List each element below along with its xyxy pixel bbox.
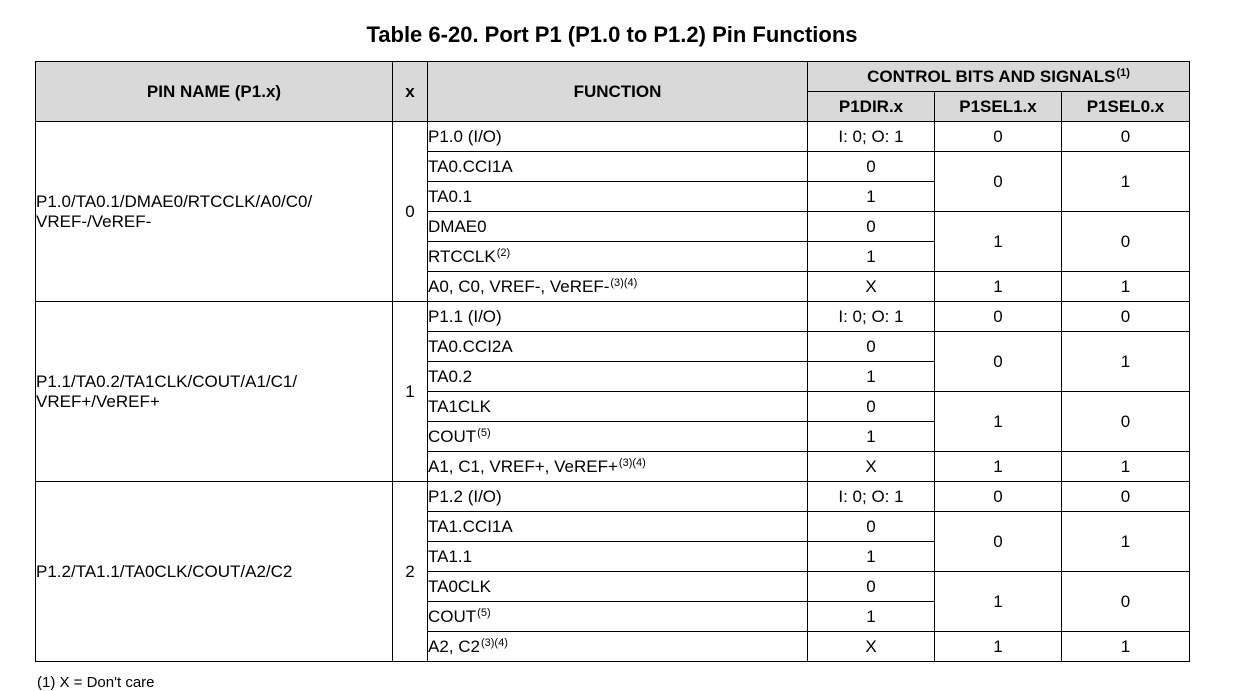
function-name: COUT: [428, 606, 477, 626]
table-row: [36, 122, 1190, 152]
header-pin-name: PIN NAME (P1.x): [36, 62, 393, 122]
function-cell: [428, 512, 808, 542]
p1sel1-cell: 0: [935, 122, 1062, 152]
function-cell: [428, 362, 808, 392]
p1dir-cell: 0: [808, 152, 935, 182]
table-body: [36, 122, 1190, 662]
p1sel1-cell: 0: [935, 302, 1062, 332]
p1sel0-cell: 1: [1062, 272, 1190, 302]
x-cell: 0: [393, 122, 428, 302]
header-control-bits: [808, 62, 1190, 92]
pin-name-cell: [36, 302, 393, 482]
function-cell: [428, 422, 808, 452]
p1sel0-cell: 0: [1062, 482, 1190, 512]
function-name: P1.1 (I/O): [428, 306, 502, 326]
function-cell: [428, 242, 808, 272]
pin-name-line: P1.2/TA1.1/TA0CLK/COUT/A2/C2: [36, 561, 293, 581]
p1dir-cell: X: [808, 272, 935, 302]
function-note: (3)(4): [480, 636, 508, 649]
p1sel0-cell: 0: [1062, 572, 1190, 632]
function-cell: [428, 572, 808, 602]
function-cell: [428, 122, 808, 152]
function-cell: [428, 212, 808, 242]
function-name: TA0.1: [428, 186, 473, 206]
table-row: [36, 302, 1190, 332]
function-note: (3)(4): [618, 456, 646, 469]
p1dir-cell: 0: [808, 392, 935, 422]
p1sel0-cell: 1: [1062, 632, 1190, 662]
p1sel1-cell: 0: [935, 482, 1062, 512]
function-cell: [428, 182, 808, 212]
p1dir-cell: I: 0; O: 1: [808, 302, 935, 332]
header-p1dir: P1DIR.x: [808, 92, 935, 122]
function-cell: [428, 302, 808, 332]
function-cell: [428, 332, 808, 362]
p1dir-cell: X: [808, 452, 935, 482]
p1sel1-cell: 0: [935, 512, 1062, 572]
p1dir-cell: 0: [808, 512, 935, 542]
function-name: A2, C2: [428, 636, 480, 656]
p1sel1-cell: 1: [935, 452, 1062, 482]
function-cell: [428, 392, 808, 422]
function-name: DMAE0: [428, 216, 487, 236]
function-name: TA0CLK: [428, 576, 491, 596]
function-name: P1.2 (I/O): [428, 486, 502, 506]
function-name: COUT: [428, 426, 477, 446]
table-row: [36, 482, 1190, 512]
function-note: (2): [496, 246, 511, 259]
function-cell: [428, 152, 808, 182]
function-name: TA0.CCI2A: [428, 336, 513, 356]
p1dir-cell: X: [808, 632, 935, 662]
p1dir-cell: 1: [808, 602, 935, 632]
pin-name-line: VREF+/VeREF+: [36, 391, 160, 411]
p1dir-cell: 1: [808, 362, 935, 392]
p1sel0-cell: 0: [1062, 392, 1190, 452]
p1sel0-cell: 1: [1062, 152, 1190, 212]
pin-name-cell: [36, 122, 393, 302]
header-p1sel1: P1SEL1.x: [935, 92, 1062, 122]
p1sel1-cell: 1: [935, 572, 1062, 632]
table-title: Table 6-20. Port P1 (P1.0 to P1.2) Pin Functions: [366, 22, 858, 47]
pin-name-line: P1.1/TA0.2/TA1CLK/COUT/A1/C1/: [36, 371, 298, 391]
function-cell: [428, 632, 808, 662]
p1sel1-cell: 1: [935, 632, 1062, 662]
p1dir-cell: 1: [808, 542, 935, 572]
function-name: A0, C0, VREF-, VeREF-: [428, 276, 610, 296]
function-cell: [428, 452, 808, 482]
x-cell: 2: [393, 482, 428, 662]
pin-name-line: P1.0/TA0.1/DMAE0/RTCCLK/A0/C0/: [36, 191, 313, 211]
p1dir-cell: I: 0; O: 1: [808, 482, 935, 512]
function-name: TA1.CCI1A: [428, 516, 513, 536]
pin-name-line: VREF-/VeREF-: [36, 211, 152, 231]
function-name: TA1.1: [428, 546, 473, 566]
p1dir-cell: 0: [808, 572, 935, 602]
p1sel1-cell: 0: [935, 152, 1062, 212]
p1sel0-cell: 0: [1062, 122, 1190, 152]
header-x: x: [393, 62, 428, 122]
p1sel1-cell: 1: [935, 212, 1062, 272]
p1sel0-cell: 1: [1062, 332, 1190, 392]
header-function: FUNCTION: [428, 62, 808, 122]
pin-name-cell: [36, 482, 393, 662]
function-cell: [428, 542, 808, 572]
footnote: (1) X = Don't care: [37, 674, 155, 691]
function-note: (5): [477, 426, 491, 439]
function-name: TA0.CCI1A: [428, 156, 513, 176]
function-cell: [428, 602, 808, 632]
function-name: TA0.2: [428, 366, 473, 386]
p1dir-cell: 0: [808, 332, 935, 362]
p1sel0-cell: 1: [1062, 512, 1190, 572]
p1dir-cell: 0: [808, 212, 935, 242]
p1sel0-cell: 1: [1062, 452, 1190, 482]
p1dir-cell: I: 0; O: 1: [808, 122, 935, 152]
pin-functions-table: [35, 61, 1190, 662]
function-name: P1.0 (I/O): [428, 126, 502, 146]
function-name: A1, C1, VREF+, VeREF+: [428, 456, 618, 476]
p1dir-cell: 1: [808, 422, 935, 452]
p1dir-cell: 1: [808, 182, 935, 212]
p1sel1-cell: 1: [935, 272, 1062, 302]
header-control-label: CONTROL BITS AND SIGNALS: [867, 66, 1116, 86]
p1sel0-cell: 0: [1062, 212, 1190, 272]
header-p1sel0: P1SEL0.x: [1062, 92, 1190, 122]
function-name: TA1CLK: [428, 396, 491, 416]
function-cell: [428, 482, 808, 512]
function-cell: [428, 272, 808, 302]
function-note: (3)(4): [610, 276, 638, 289]
footnote-ref: (1): [1116, 66, 1130, 79]
p1sel1-cell: 1: [935, 392, 1062, 452]
function-name: RTCCLK: [428, 246, 496, 266]
p1sel1-cell: 0: [935, 332, 1062, 392]
x-cell: 1: [393, 302, 428, 482]
p1sel0-cell: 0: [1062, 302, 1190, 332]
p1dir-cell: 1: [808, 242, 935, 272]
function-note: (5): [477, 606, 491, 619]
